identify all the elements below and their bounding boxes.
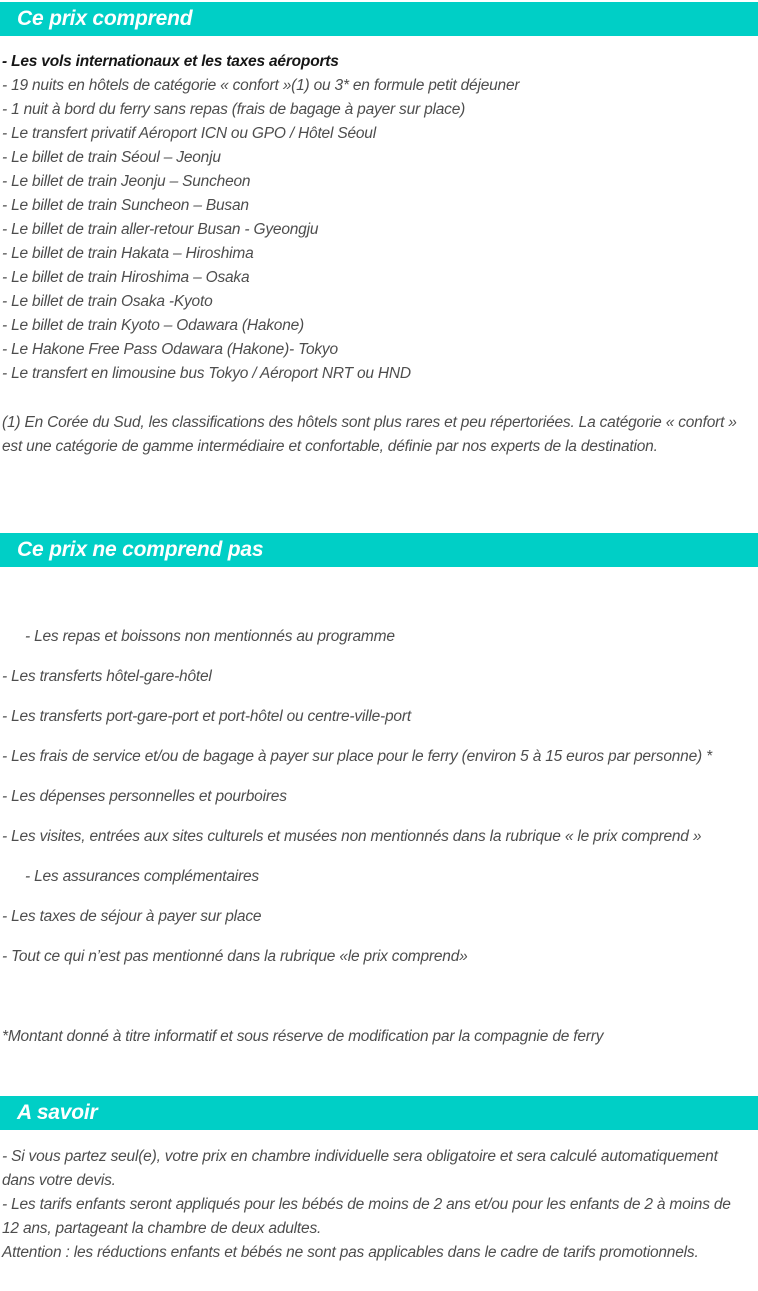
list-item: - Les dépenses personnelles et pourboires — [2, 788, 287, 805]
list-item: - Le transfert en limousine bus Tokyo / Aéroport NRT ou HND — [2, 365, 411, 382]
excludes-footnote: *Montant donné à titre informatif et sous réserve de modification par la compagnie de ferry — [2, 1028, 604, 1045]
list-item: - Les assurances complémentaires — [25, 868, 259, 885]
includes-footnote: (1) En Corée du Sud, les classifications des hôtels sont plus rares et peu répertoriées. La catégorie « confort » est une catégorie de gamme intermédiaire et confortable, définie par nos experts de la destination. — [2, 414, 737, 455]
list-item: - Le transfert privatif Aéroport ICN ou GPO / Hôtel Séoul — [2, 125, 376, 142]
list-item: - Le billet de train Kyoto – Odawara (Hakone) — [2, 317, 305, 334]
section-header-includes — [0, 2, 758, 36]
section-header-excludes — [0, 533, 758, 567]
list-item: - Les repas et boissons non mentionnés au programme — [25, 628, 395, 645]
includes-list — [0, 50, 758, 386]
notes-paragraph: Attention : les réductions enfants et bébés ne sont pas applicables dans le cadre de tarifs promotionnels. — [2, 1244, 699, 1261]
list-item: - Les transferts port-gare-port et port-hôtel ou centre-ville-port — [2, 708, 411, 725]
list-item: - Le billet de train Hakata – Hiroshima — [2, 245, 254, 262]
section-title-includes: Ce prix comprend — [17, 7, 193, 30]
excludes-list — [0, 625, 758, 969]
list-item: - Le Hakone Free Pass Odawara (Hakone)- Tokyo — [2, 341, 338, 358]
section-notes — [0, 1096, 758, 1265]
list-item: - Les visites, entrées aux sites culturels et musées non mentionnés dans la rubrique « le prix comprend » — [2, 828, 702, 845]
list-item: - Le billet de train Jeonju – Suncheon — [2, 173, 251, 190]
list-item: - 1 nuit à bord du ferry sans repas (frais de bagage à payer sur place) — [2, 101, 466, 118]
list-item: - Le billet de train Séoul – Jeonju — [2, 149, 221, 166]
section-price-excludes — [0, 533, 758, 1049]
notes-text — [0, 1145, 758, 1265]
list-item: - Le billet de train Suncheon – Busan — [2, 197, 249, 214]
section-header-notes — [0, 1096, 758, 1130]
list-item: - Les transferts hôtel-gare-hôtel — [2, 668, 212, 685]
notes-paragraph: - Si vous partez seul(e), votre prix en chambre individuelle sera obligatoire et sera calculé automatiquement dans votre devis. — [2, 1148, 718, 1189]
list-item: - Le billet de train aller-retour Busan - Gyeongju — [2, 221, 319, 238]
list-item: - Le billet de train Osaka -Kyoto — [2, 293, 213, 310]
list-item: - Les vols internationaux et les taxes aéroports — [2, 53, 339, 70]
section-price-includes — [0, 2, 758, 459]
section-title-excludes: Ce prix ne comprend pas — [17, 538, 264, 561]
section-title-notes: A savoir — [17, 1101, 98, 1124]
list-item: - Le billet de train Hiroshima – Osaka — [2, 269, 250, 286]
notes-paragraph: - Les tarifs enfants seront appliqués pour les bébés de moins de 2 ans et/ou pour les enfants de 2 à moins de 12 ans, partageant la chambre de deux adultes. — [2, 1196, 731, 1237]
list-item: - Les frais de service et/ou de bagage à payer sur place pour le ferry (environ 5 à 15 euros par personne) * — [2, 748, 712, 765]
list-item: - Tout ce qui n’est pas mentionné dans la rubrique «le prix comprend» — [2, 948, 468, 965]
list-item: - Les taxes de séjour à payer sur place — [2, 908, 262, 925]
list-item: - 19 nuits en hôtels de catégorie « confort »(1) ou 3* en formule petit déjeuner — [2, 77, 520, 94]
